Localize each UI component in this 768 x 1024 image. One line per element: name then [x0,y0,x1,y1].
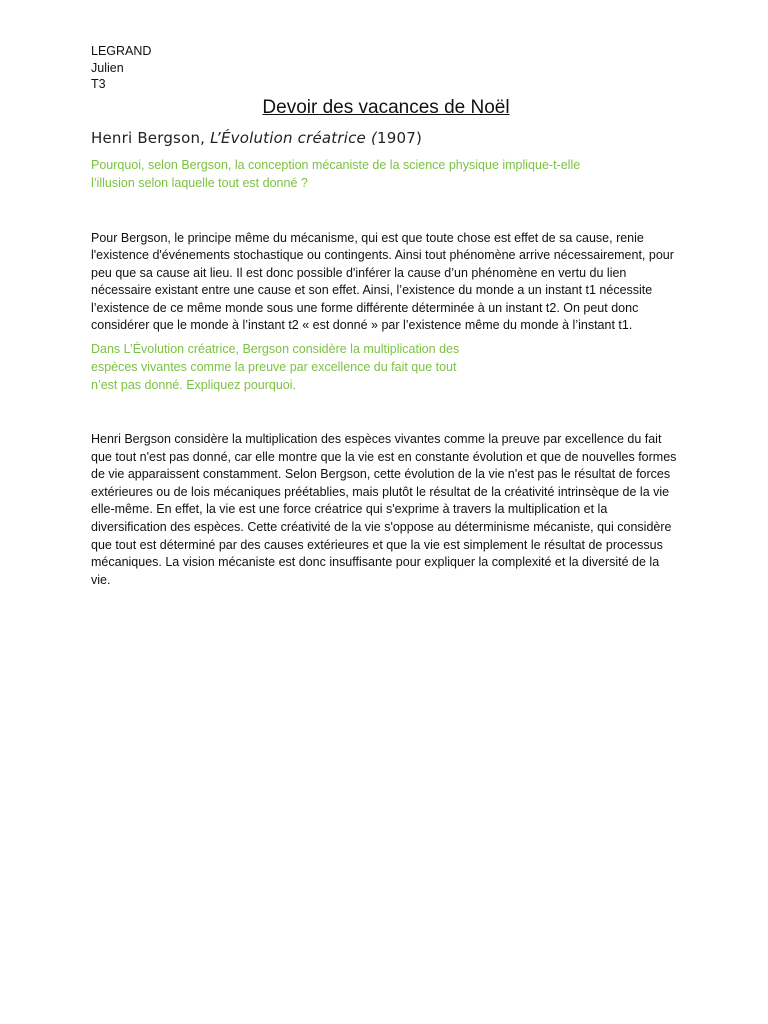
student-info [91,43,681,93]
answer-2: Henri Bergson considère la multiplication des espèces vivantes comme la preuve par excellence du fait que tout n'est pas donné, car elle montre que la vie est en constante évolution et que de nouvelles formes de vie apparaissent constamment. Selon Bergson, cette évolution de la vie n'est pas le résultat de forces extérieures ou de lois mécaniques préétablies, mais plutôt le résultat de la créativité intrinsèque de la vie elle-même. En effet, la vie est une force créatrice qui s'exprime à travers la multiplication et la diversification des espèces. Cette créativité de la vie s'oppose au déterminisme mécaniste, qui considère que tout est déterminé par des causes extérieures et que la vie est simplement le résultat de processus mécaniques. La vision mécaniste est donc insuffisante pour expliquer la complexité et la diversité de la vie. [91,432,677,587]
document-title: Devoir des vacances de Noël [262,96,510,118]
student-firstname: Julien [91,60,124,75]
answer-1: Pour Bergson, le principe même du mécanisme, qui est que toute chose est effet de sa cause, renie l'existence d'événements stochastique ou contingents. Ainsi tout phénomène arrive nécessairement, pour peu que sa cause ait lieu. Il est donc possible d'inférer la cause d’un phénomène en vertu du lien nécessaire existant entre une cause et son effet. Ainsi, l’existence du monde a un instant t1 nécessite l’existence de ce même monde sous une forme différente déterminée à un instant t2. On peut donc considérer que le monde à l’instant t2 « est donné » par l’existence même du monde à l’instant t1. [91,230,674,333]
work-title: L’Évolution créatrice ( [210,128,377,147]
student-lastname: LEGRAND [91,44,152,58]
author-line [91,128,681,148]
question-1: Pourquoi, selon Bergson, la conception mécaniste de la science physique implique-t-elle l’illusion selon laquelle tout est donné ? [91,157,581,190]
question-2: Dans L’Évolution créatrice, Bergson considère la multiplication des espèces vivantes comme la preuve par excellence du fait que tout n’est pas donné. Expliquez pourquoi. [91,342,460,393]
work-year: 1907) [377,128,423,147]
document-body [91,43,681,589]
student-class: T3 [91,77,106,91]
author-name: Henri Bergson, [91,128,211,147]
